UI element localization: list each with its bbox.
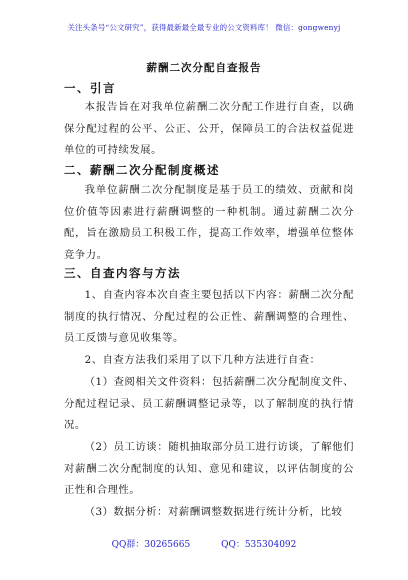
section-heading-overview: 二、薪酬二次分配制度概述 [64, 163, 220, 177]
paragraph-method-data-analysis: （3）数据分析：对薪酬调整数据进行统计分析，比较 [84, 506, 343, 518]
paragraph-overview: 我单位薪酬二次分配制度是基于员工的绩效、贡献和岗位价值等因素进行薪酬调整的一种机制。通过薪酬二次分配，旨在激励员工积极工作，提高工作效率，增强单位整体竞争力。 [64, 184, 354, 261]
paragraph-method-documents: （1）查阅相关文件资料：包括薪酬二次分配制度文件、分配过程记录、员工薪酬调整记录等，以了解制度的执行情况。 [64, 376, 354, 432]
header-banner: 关注头条号“公文研究”，获得最新最全最专业的公文资料库！ 微信：gongwenyj [67, 23, 341, 32]
paragraph-intro: 本报告旨在对我单位薪酬二次分配工作进行自查，以确保分配过程的公平、公正、公开，保障员工的合法权益促进单位的可持续发展。 [64, 101, 354, 157]
paragraph-content-scope: 1、自查内容本次自查主要包括以下内容：薪酬二次分配制度的执行情况、分配过程的公正性、薪酬调整的合理性、员工反馈与意见收集等。 [64, 289, 354, 345]
section-heading-content-method: 三、自查内容与方法 [64, 266, 181, 280]
footer-contact [0, 537, 408, 550]
document-title: 薪酬二次分配自查报告 [146, 62, 262, 74]
paragraph-methods-intro: 2、自查方法我们采用了以下几种方法进行自查： [84, 354, 321, 366]
footer-qq-group: QQ群：30265665 [111, 540, 191, 550]
footer-qq: QQ：535304092 [221, 540, 297, 550]
paragraph-method-interviews: （2）员工访谈：随机抽取部分员工进行访谈，了解他们对薪酬二次分配制度的认知、意见和建议，以评估制度的公正性和合理性。 [64, 441, 354, 497]
section-heading-intro: 一、引言 [64, 81, 116, 95]
